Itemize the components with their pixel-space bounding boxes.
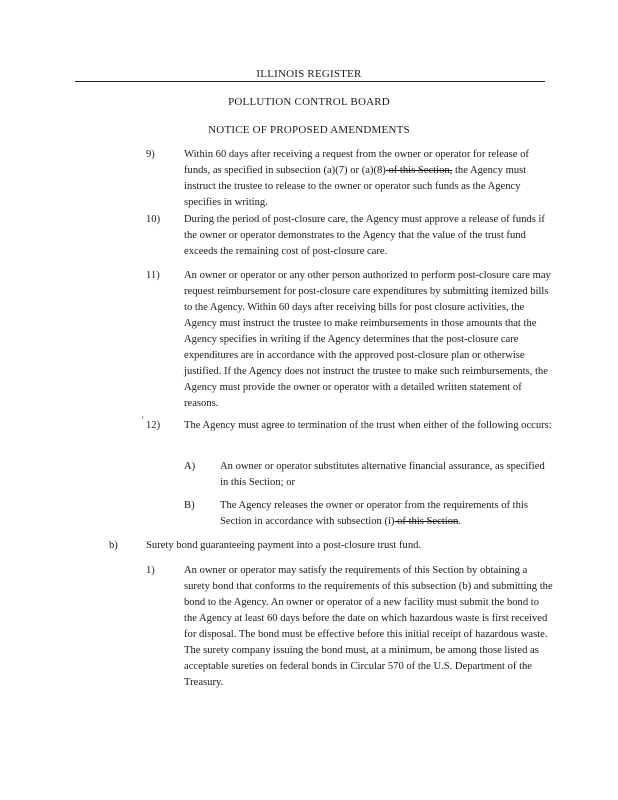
header-rule bbox=[75, 81, 545, 82]
item-9-label: 9) bbox=[146, 149, 155, 160]
item-9-text bbox=[184, 147, 554, 211]
section-b-1-text: An owner or operator may satisfy the requirements of this Section by obtaining a surety bond that conforms to the requirements of this subsection (b) and submitting the bond to the Agency. An owner or operator of a new facility must submit the bond to the Agency at least 60 days before the date on which hazardous waste is first received for disposal. The bond must be effective before this initial receipt of hazardous waste. The surety company issuing the bond must, at a minimum, be among those listed as acceptable sureties on federal bonds in Circular 570 of the U.S. Department of the Treasury. bbox=[184, 565, 553, 688]
board-title: POLLUTION CONTROL BOARD bbox=[228, 96, 390, 108]
item-12-text: The Agency must agree to termination of the trust when either of the following occurs: bbox=[184, 420, 552, 431]
section-b-text: Surety bond guaranteeing payment into a post-closure trust fund. bbox=[146, 540, 422, 551]
item-12b-label: B) bbox=[184, 500, 195, 511]
item-12b-text bbox=[220, 498, 554, 530]
item-12b-text-before: The Agency releases the owner or operator from the requirements of this Section in accordance with subsection (i) bbox=[220, 500, 528, 527]
section-b-label: b) bbox=[109, 540, 118, 551]
item-12a-label: A) bbox=[184, 461, 196, 472]
item-9-struck-text: of this Section, bbox=[385, 165, 453, 176]
item-9-text-after: the Agency must instruct the trustee to release to the owner or operator such funds as the Agency specifies in writing. bbox=[184, 165, 527, 208]
item-12b-struck-text: of this Section bbox=[394, 516, 459, 527]
item-10-label: 10) bbox=[146, 214, 161, 225]
margin-mark: ' bbox=[142, 415, 144, 425]
register-title: ILLINOIS REGISTER bbox=[256, 68, 362, 80]
notice-title: NOTICE OF PROPOSED AMENDMENTS bbox=[208, 124, 410, 136]
item-12a-text: An owner or operator substitutes alternative financial assurance, as specified in this Section; or bbox=[220, 461, 545, 488]
item-11-text: An owner or operator or any other person authorized to perform post-closure care may request reimbursement for post-closure care expenditures by submitting itemized bills to the Agency. Within 60 days after receiving bills for post closure activities, the Agency must instruct the trustee to make reimbursements in those amounts that the Agency specifies in writing if the Agency determines that the post-closure care expenditures are in accordance with the approved post-closure plan or otherwise justified. If the Agency does not instruct the trustee to make such reimbursements, the Agency must provide the owner or operator with a detailed written statement of reasons. bbox=[184, 270, 551, 409]
item-12b-text-after: . bbox=[458, 516, 461, 527]
item-10-text: During the period of post-closure care, the Agency must approve a release of funds if the owner or operator demonstrates to the Agency that the value of the trust fund exceeds the remaining cost of post-closure care. bbox=[184, 214, 545, 257]
item-9-text-before: Within 60 days after receiving a request from the owner or operator for release of funds, as specified in subsection (a)(7) or (a)(8) bbox=[184, 149, 529, 176]
item-12-label: 12) bbox=[146, 420, 161, 431]
item-11-label: 11) bbox=[146, 270, 160, 281]
section-b-1-label: 1) bbox=[146, 565, 155, 576]
